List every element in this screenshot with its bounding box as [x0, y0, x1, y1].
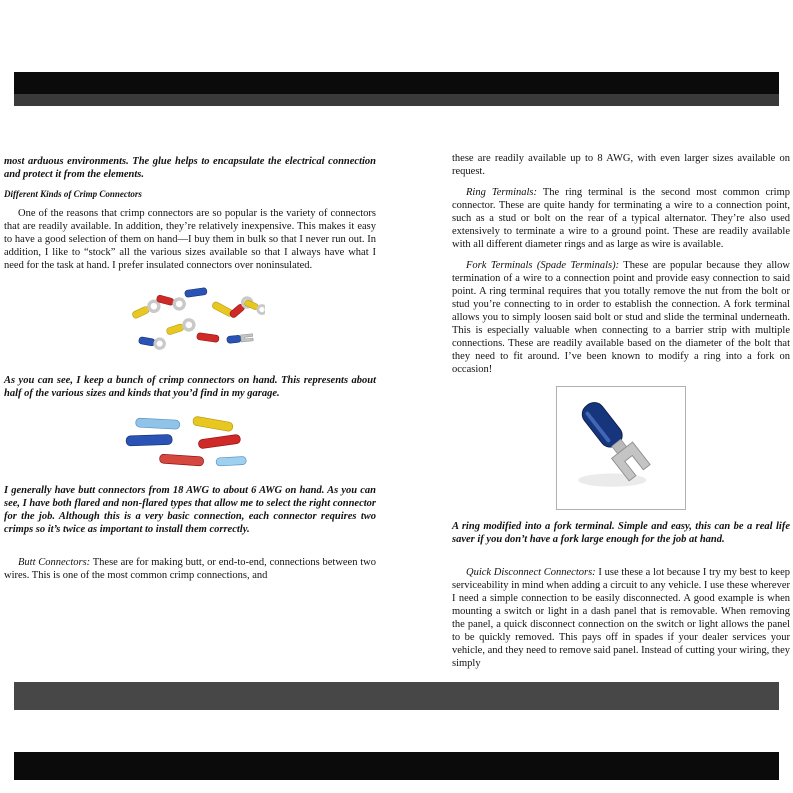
paragraph-variety: One of the reasons that crimp connectors are so popular is the variety of connectors that are readily available. In addition, they’re relatively inexpensive. This makes it easy to have a good selection of them on hand—I buy them in bulk so that I never run out. In addition, I like to “stock” all the various sizes available so that I always have what I need for the task at hand. I prefer insulated connectors over noninsulated.: [4, 208, 376, 272]
caption-continued: most arduous environments. The glue helps to encapsulate the electrical connection and protect it from the elements.: [4, 156, 376, 181]
photo-crimp-assortment: [115, 282, 265, 364]
term-fork-terminals: Fork Terminals (Spade Terminals):: [466, 260, 620, 272]
paragraph-butt-text: These are for making butt, or end-to-end, connections between two wires. This is one of the most common crimp connections, and: [4, 557, 376, 582]
top-black-band: [14, 72, 779, 94]
paragraph-fork-terminals: [452, 259, 790, 376]
term-quick-disconnect: Quick Disconnect Connectors:: [466, 567, 596, 579]
paragraph-ring-terminals: [452, 186, 790, 251]
caption-assortment: As you can see, I keep a bunch of crimp connectors on hand. This represents about half of the various sizes and kinds that you’d find in my garage.: [4, 375, 376, 400]
paragraph-quick-disconnect: [452, 566, 790, 670]
paragraph-ring-text: The ring terminal is the second most common crimp connector. These are quite handy for terminating a wire to a connection point, such as a stud or bolt on the rear of a typical alternator. They’re also used extensively to terminate a wire to a ground point. These are readily available with all different diameter rings and as large as wire is available.: [452, 187, 790, 251]
caption-butt-connectors: I generally have butt connectors from 18 AWG to about 6 AWG on hand. As you can see, I have both flared and non-flared types that allow me to select the right connector for the job. Although this is a very basic connection, each connector requires two crimps so it’s twice as important to install them correctly.: [4, 485, 376, 536]
crimp-assortment-illustration: [115, 282, 265, 364]
section-heading: Different Kinds of Crimp Connectors: [4, 189, 142, 200]
right-column: [452, 152, 790, 678]
term-butt-connectors: Butt Connectors:: [18, 557, 91, 569]
top-gray-band: [14, 94, 779, 106]
bottom-black-band: [14, 752, 779, 780]
term-ring-terminals: Ring Terminals:: [466, 187, 537, 199]
fork-terminal-illustration: [559, 389, 677, 501]
butt-connectors-illustration: [114, 410, 266, 474]
bottom-gray-band: [14, 682, 779, 710]
photo-butt-connectors: [114, 410, 266, 474]
caption-fork-terminal: A ring modified into a fork terminal. Simple and easy, this can be a real life saver if you don’t have a fork large enough for the job at hand.: [452, 521, 790, 546]
photo-fork-terminal: [556, 386, 686, 510]
paragraph-qd-text: I use these a lot because I try my best to keep serviceability in mind when adding a circuit to any vehicle. I use these wherever I need a simple connection to be easily disconnected. A good example is when mounting a switch or light in a dash panel that is removable. When removing the panel, a quick disconnect connection on the switch or light allows the panel to be quickly removed. This pays off in spades if your dealer services your vehicle, and they need to remove said panel. Instead of cutting your wiring, they simply: [452, 567, 790, 670]
left-column: [4, 155, 376, 590]
paragraph-fork-text: These are popular because they allow termination of a wire to a connection point and provide easy connection to said point. A ring terminal requires that you totally remove the nut from the bolt or stud you’re connecting to in order to establish the connection. A fork terminal allows you to simply loosen said bolt or stud and slide the terminal underneath. This is especially valuable when connecting to a barrier strip with multiple connections. These are readily available based on the diameter of the bolt that they need to fit around. I’ve been known to modify a ring into a fork on occasion!: [452, 260, 791, 376]
paragraph-continued: these are readily available up to 8 AWG, with even larger sizes available on request.: [452, 153, 790, 178]
paragraph-butt-connectors: [4, 556, 376, 582]
